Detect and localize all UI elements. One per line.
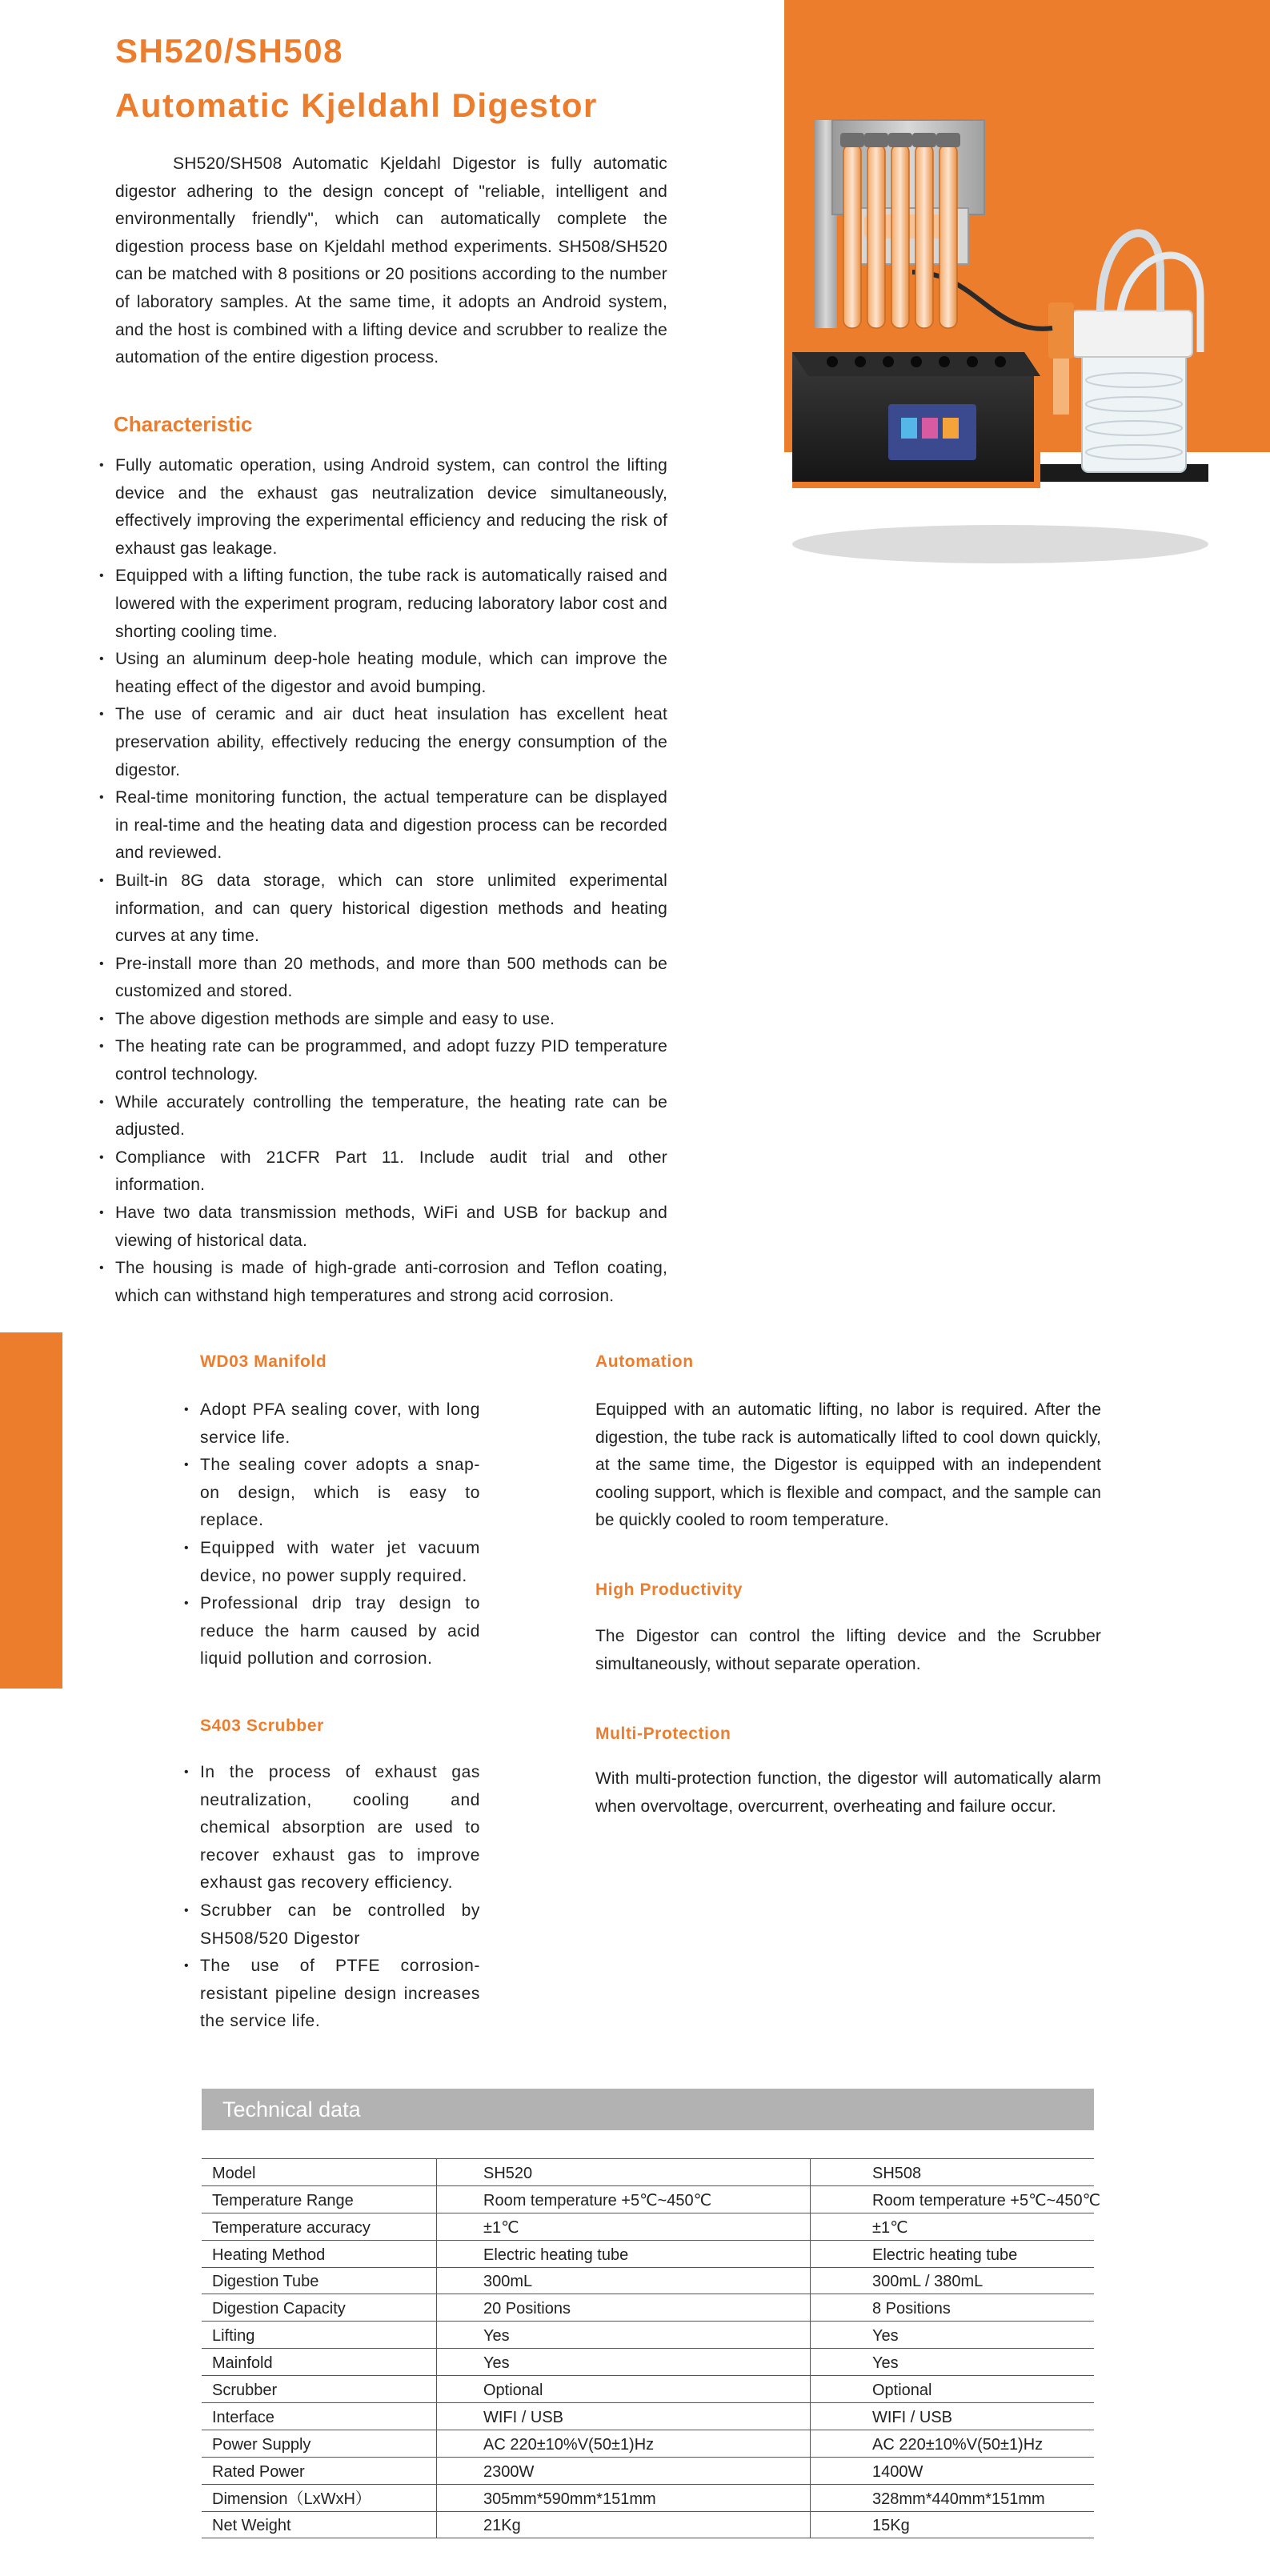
productivity-text: The Digestor can control the lifting device and the Scrubber simultaneously, without separate operation.: [595, 1627, 1101, 1673]
table-row: [202, 2457, 1094, 2484]
spec-value-sh508: 15Kg: [811, 2511, 1095, 2538]
spec-value-sh520: 20 Positions: [437, 2294, 811, 2322]
list-item-text: Built-in 8G data storage, which can store unlimited experimental information, and can query historical digestion methods and heating curves at any time.: [115, 871, 667, 946]
list-item: [99, 1089, 667, 1144]
list-item-text: The heating rate can be programmed, and adopt fuzzy PID temperature control technology.: [115, 1037, 667, 1084]
table-row: [202, 2403, 1094, 2430]
spec-value-sh520: 21Kg: [437, 2511, 811, 2538]
list-item: [184, 1590, 480, 1673]
list-item: [99, 563, 667, 646]
automation-text: Equipped with an automatic lifting, no labor is required. After the digestion, the tube rack is automatically lifted to cool down quickly, at the same time, the Digestor is equipped with an independent cooling support, which is flexible and compact, and the sample can be quickly cooled to room temperature.: [595, 1400, 1101, 1530]
table-row: [202, 2376, 1094, 2403]
spec-label: Digestion Capacity: [202, 2294, 437, 2322]
technical-data-table: [202, 2158, 1101, 2538]
technical-data-title: Technical data: [222, 2097, 361, 2121]
list-item-text: In the process of exhaust gas neutralization, cooling and chemical absorption are used to recover exhaust gas to improve exhaust gas recovery efficiency.: [200, 1763, 480, 1893]
list-item: [99, 951, 667, 1006]
spec-value-sh520: Optional: [437, 2376, 811, 2403]
spec-value-sh508: ±1℃: [811, 2213, 1095, 2240]
table-row: [202, 2185, 1094, 2213]
characteristic-heading: Characteristic: [114, 412, 253, 436]
table-row: [202, 2294, 1094, 2322]
list-item-text: The above digestion methods are simple and easy to use.: [115, 1009, 555, 1028]
spec-label: Heating Method: [202, 2240, 437, 2267]
spec-value-sh520: 2300W: [437, 2457, 811, 2484]
bullet-marker: •: [184, 1540, 190, 1555]
spec-label: Temperature accuracy: [202, 2213, 437, 2240]
table-row: [202, 2159, 1094, 2186]
list-item-text: Equipped with water jet vacuum device, no power supply required.: [200, 1538, 480, 1585]
bullet-marker: •: [99, 1206, 104, 1220]
bullet-marker: •: [99, 1150, 104, 1164]
spec-value-sh508: Room temperature +5℃~450℃: [811, 2185, 1095, 2213]
spec-value-sh520: Room temperature +5℃~450℃: [437, 2185, 811, 2213]
bullet-marker: •: [184, 1458, 190, 1472]
list-item-text: The housing is made of high-grade anti-corrosion and Teflon coating, which can withstand high temperatures and strong acid corrosion.: [115, 1259, 667, 1305]
page-title: [115, 24, 598, 133]
list-item-text: The sealing cover adopts a snap-on design, which is easy to replace.: [200, 1456, 480, 1530]
title-product-name: Automatic Kjeldahl Digestor: [115, 86, 598, 124]
spec-value-sh508: SH508: [811, 2159, 1095, 2186]
spec-value-sh508: 1400W: [811, 2457, 1095, 2484]
spec-value-sh520: WIFI / USB: [437, 2403, 811, 2430]
list-item: [99, 701, 667, 784]
spec-label: Mainfold: [202, 2349, 437, 2376]
list-item: [99, 1033, 667, 1088]
bullet-marker: •: [99, 459, 104, 472]
bullet-marker: •: [99, 1040, 104, 1054]
list-item: [184, 1953, 480, 2036]
spec-label: Net Weight: [202, 2511, 437, 2538]
list-item: [99, 1144, 667, 1200]
list-item-text: Compliance with 21CFR Part 11. Include audit trial and other information.: [115, 1148, 667, 1195]
technical-data-header: [202, 2089, 1094, 2130]
spec-value-sh520: ±1℃: [437, 2213, 811, 2240]
spec-label: Temperature Range: [202, 2185, 437, 2213]
protection-text: With multi-protection function, the digestor will automatically alarm when overvoltage, overcurrent, overheating and failure occur.: [595, 1769, 1101, 1816]
spec-label: Interface: [202, 2403, 437, 2430]
bullet-marker: •: [99, 873, 104, 887]
list-item: [99, 452, 667, 563]
list-item-text: While accurately controlling the temperature, the heating rate can be adjusted.: [115, 1092, 667, 1140]
scrubber-heading: S403 Scrubber: [200, 1717, 324, 1735]
bullet-marker: •: [184, 1959, 190, 1973]
bullet-marker: •: [99, 791, 104, 805]
spec-label: Digestion Tube: [202, 2267, 437, 2294]
manifold-list: [184, 1396, 480, 1673]
spec-value-sh520: SH520: [437, 2159, 811, 2186]
spec-value-sh508: 300mL / 380mL: [811, 2267, 1095, 2294]
list-item-text: Adopt PFA sealing cover, with long service life.: [200, 1400, 480, 1447]
bullet-marker: •: [99, 652, 104, 667]
table-row: [202, 2267, 1094, 2294]
bullet-marker: •: [99, 1012, 104, 1026]
list-item-text: Scrubber can be controlled by SH508/520 Digestor: [200, 1901, 480, 1948]
spec-value-sh520: AC 220±10%V(50±1)Hz: [437, 2430, 811, 2457]
bullet-marker: •: [99, 707, 104, 722]
characteristic-list: [99, 452, 667, 1310]
spec-value-sh508: WIFI / USB: [811, 2403, 1095, 2430]
bullet-marker: •: [184, 1403, 190, 1416]
bullet-marker: •: [184, 1765, 190, 1779]
spec-value-sh508: 8 Positions: [811, 2294, 1095, 2322]
automation-heading: Automation: [595, 1352, 694, 1371]
list-item: [99, 646, 667, 701]
table-row: [202, 2322, 1094, 2349]
list-item-text: The use of PTFE corrosion-resistant pipeline design increases the service life.: [200, 1957, 480, 2031]
spec-label: Rated Power: [202, 2457, 437, 2484]
title-model: SH520/SH508: [115, 32, 344, 70]
bullet-marker: •: [99, 1095, 104, 1109]
table-row: [202, 2484, 1094, 2511]
spec-label: Dimension（LxWxH）: [202, 2484, 437, 2511]
table-row: [202, 2213, 1094, 2240]
list-item: [184, 1759, 480, 1897]
table-row: [202, 2349, 1094, 2376]
spec-value-sh520: Electric heating tube: [437, 2240, 811, 2267]
list-item: [99, 867, 667, 951]
productivity-heading: High Productivity: [595, 1580, 743, 1599]
list-item: [99, 1006, 667, 1034]
list-item: [99, 1255, 667, 1310]
manifold-heading: WD03 Manifold: [200, 1352, 327, 1371]
spec-value-sh508: Electric heating tube: [811, 2240, 1095, 2267]
spec-label: Scrubber: [202, 2376, 437, 2403]
bullet-marker: •: [184, 1596, 190, 1611]
list-item-text: Professional drip tray design to reduce the harm caused by acid liquid pollution and corrosion.: [200, 1594, 480, 1669]
spec-value-sh508: AC 220±10%V(50±1)Hz: [811, 2430, 1095, 2457]
list-item-text: Equipped with a lifting function, the tube rack is automatically raised and lowered with the experiment program, reducing laboratory labor cost and shorting cooling time.: [115, 567, 667, 641]
bullet-marker: •: [184, 1903, 190, 1917]
list-item: [184, 1396, 480, 1452]
spec-value-sh520: Yes: [437, 2349, 811, 2376]
spec-value-sh520: 305mm*590mm*151mm: [437, 2484, 811, 2511]
table-row: [202, 2240, 1094, 2267]
list-item: [184, 1897, 480, 1953]
bullet-marker: •: [99, 1261, 104, 1276]
spec-label: Lifting: [202, 2322, 437, 2349]
list-item-text: Using an aluminum deep-hole heating module, which can improve the heating effect of the digestor and avoid bumping.: [115, 650, 667, 696]
table-row: [202, 2430, 1094, 2457]
scrubber-list: [184, 1759, 480, 2036]
list-item-text: Pre-install more than 20 methods, and more than 500 methods can be customized and stored.: [115, 954, 667, 1001]
table-row: [202, 2511, 1094, 2538]
spec-value-sh508: Yes: [811, 2322, 1095, 2349]
intro-paragraph: SH520/SH508 Automatic Kjeldahl Digestor is fully automatic digestor adhering to the design concept of "reliable, intelligent and environmentally friendly", which can automatically complete the digestion process base on Kjeldahl method experiments. SH508/SH520 can be matched with 8 positions or 20 positions according to the number of laboratory samples. At the same time, it adopts an Android system, and the host is combined with a lifting device and scrubber to realize the automation of the entire digestion process.: [115, 154, 667, 367]
list-item-text: Have two data transmission methods, WiFi and USB for backup and viewing of historical data.: [115, 1204, 667, 1250]
product-image: [784, 112, 1232, 592]
spec-value-sh508: Optional: [811, 2376, 1095, 2403]
list-item: [99, 1200, 667, 1255]
list-item-text: Real-time monitoring function, the actual temperature can be displayed in real-time and the heating data and digestion process can be recorded and reviewed.: [115, 788, 667, 863]
orange-accent-block-left: [0, 1332, 62, 1689]
spec-value-sh520: Yes: [437, 2322, 811, 2349]
spec-label: Power Supply: [202, 2430, 437, 2457]
bullet-marker: •: [99, 569, 104, 583]
bullet-marker: •: [99, 956, 104, 971]
list-item-text: Fully automatic operation, using Android system, can control the lifting device and the exhaust gas neutralization device simultaneously, effectively improving the experimental efficiency and reducing the risk of exhaust gas leakage.: [115, 456, 667, 558]
spec-label: Model: [202, 2159, 437, 2186]
protection-heading: Multi-Protection: [595, 1725, 731, 1743]
spec-value-sh520: 300mL: [437, 2267, 811, 2294]
list-item-text: The use of ceramic and air duct heat insulation has excellent heat preservation ability, effectively reducing the energy consumption of the digestor.: [115, 705, 667, 779]
list-item: [184, 1452, 480, 1535]
spec-value-sh508: 328mm*440mm*151mm: [811, 2484, 1095, 2511]
spec-value-sh508: Yes: [811, 2349, 1095, 2376]
list-item: [184, 1535, 480, 1590]
list-item: [99, 784, 667, 867]
